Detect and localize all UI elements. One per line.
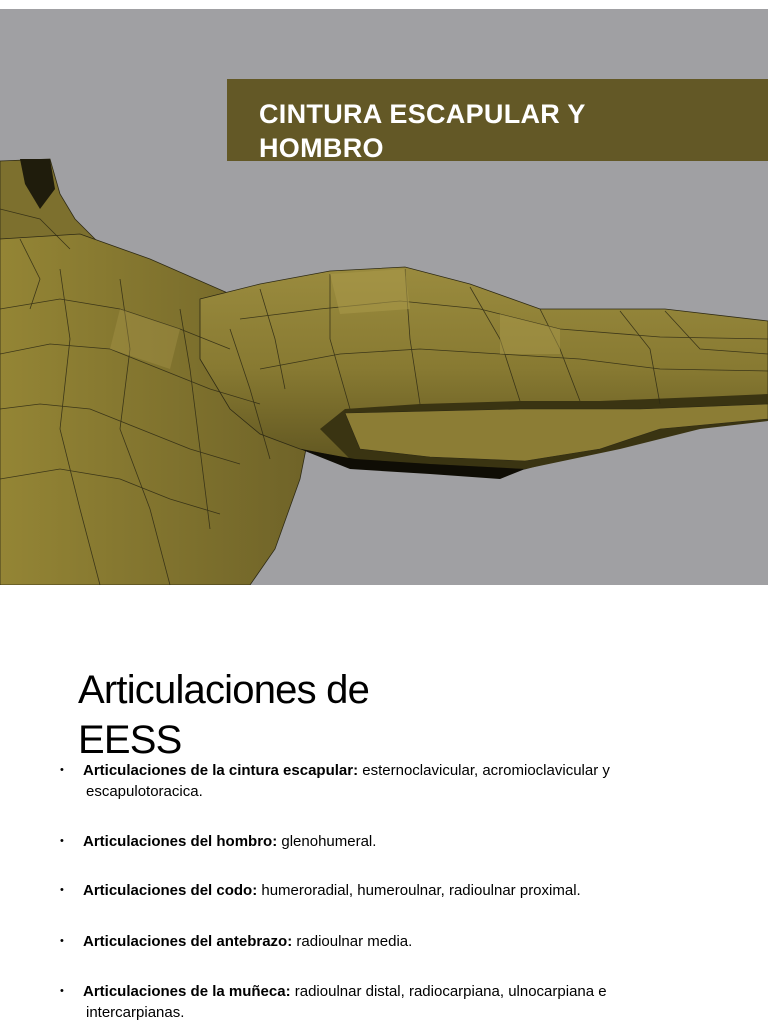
bullet-text: humeroradial, humeroulnar, radioulnar proximal. bbox=[257, 882, 581, 899]
slide-heading-line2: EESS bbox=[78, 718, 182, 762]
slide-heading bbox=[78, 665, 598, 765]
bullet-label: Articulaciones del hombro: bbox=[83, 833, 278, 850]
bullet-text: radioulnar distal, radiocarpiana, ulnocarpiana e bbox=[290, 983, 607, 1000]
slide-title bbox=[259, 97, 739, 165]
slide-title-line2: HOMBRO bbox=[259, 133, 384, 163]
bullet-label: Articulaciones del antebrazo: bbox=[83, 933, 293, 950]
slide-title-line1: CINTURA ESCAPULAR Y bbox=[259, 99, 586, 129]
bullet-continuation: escapulotoracica. bbox=[86, 783, 203, 800]
bullet-label: Articulaciones del codo: bbox=[83, 882, 258, 899]
page-top-margin bbox=[0, 0, 768, 9]
list-item bbox=[83, 931, 663, 952]
slide-heading-line1: Articulaciones de bbox=[78, 668, 370, 712]
content-slide bbox=[0, 585, 768, 1024]
bullet-text: esternoclavicular, acromioclavicular y bbox=[358, 762, 610, 779]
bullet-continuation: intercarpianas. bbox=[86, 1004, 185, 1021]
bullet-marker: • bbox=[60, 884, 64, 896]
list-item bbox=[83, 831, 663, 852]
bullet-marker: • bbox=[60, 935, 64, 947]
bullet-label: Articulaciones de la muñeca: bbox=[83, 983, 291, 1000]
list-item bbox=[83, 760, 663, 802]
bullet-text: radioulnar media. bbox=[292, 933, 413, 950]
bullet-marker: • bbox=[60, 764, 64, 776]
list-item bbox=[83, 981, 663, 1023]
list-item bbox=[83, 880, 663, 901]
bullet-marker: • bbox=[60, 835, 64, 847]
title-slide bbox=[0, 9, 768, 585]
bullet-marker: • bbox=[60, 985, 64, 997]
bullet-text: glenohumeral. bbox=[277, 833, 377, 850]
bullet-label: Articulaciones de la cintura escapular: bbox=[83, 762, 359, 779]
